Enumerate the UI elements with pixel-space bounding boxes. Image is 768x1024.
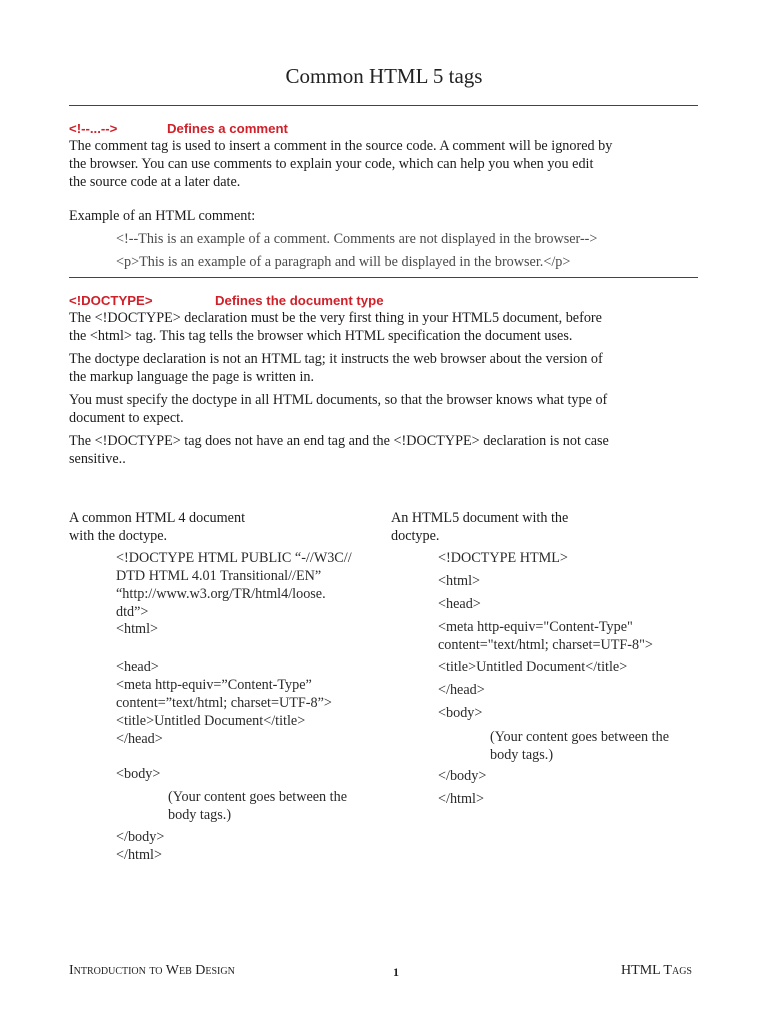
divider-top (69, 105, 698, 106)
html5-body-open: <body> (438, 705, 483, 721)
doctype-paragraphs (69, 309, 614, 468)
html4-body-open: <body> (116, 766, 161, 782)
html5-html-close: </html> (438, 791, 484, 807)
html5-heading-line: doctype. (391, 528, 440, 544)
html5-head-open: <head> (438, 596, 481, 612)
html5-head-close: </head> (438, 682, 485, 698)
doctype-description: Defines the document type (215, 293, 384, 308)
doctype-paragraph: The <!DOCTYPE> declaration must be the very first thing in your HTML5 document, before the <html> tag. This tag tells the browser which HTML specification the document uses. (69, 310, 602, 344)
html5-doctype: <!DOCTYPE HTML> (438, 550, 568, 566)
doctype-paragraph: The doctype declaration is not an HTML tag; it instructs the web browser about the version of the markup language the page is written in. (69, 351, 603, 385)
doctype-paragraph: The <!DOCTYPE> tag does not have an end tag and the <!DOCTYPE> declaration is not case sensitive.. (69, 433, 609, 467)
comment-body: The comment tag is used to insert a comment in the source code. A comment will be ignored by the browser. You can use comments to explain your code, which can help you when you edit the source code at a later date. (69, 138, 613, 190)
html5-content-note: (Your content goes between the body tags.) (490, 729, 670, 763)
html5-body-close: </body> (438, 768, 487, 784)
html5-heading (391, 509, 568, 545)
html5-meta: <meta http-equiv="Content-Type" content="text/html; charset=UTF-8"> (438, 619, 653, 653)
footer-section-title: HTML Tags (621, 963, 692, 978)
divider-middle (69, 277, 698, 278)
html4-head-block: <head> <meta http-equiv=”Content-Type” content=”text/html; charset=UTF-8”> <title>Untitled Document</title> </head> (116, 659, 332, 747)
comment-example-label: Example of an HTML comment: (69, 208, 256, 224)
doctype-tag: <!DOCTYPE> (69, 293, 153, 308)
doctype-paragraph: You must specify the doctype in all HTML documents, so that the browser knows what type of document to expect. (69, 392, 608, 426)
comment-tag: <!--...--> (69, 121, 118, 136)
html4-heading-line: with the doctype. (69, 528, 168, 544)
page-title: Common HTML 5 tags (285, 64, 483, 88)
footer-page-number: 1 (393, 965, 399, 979)
html5-heading-line: An HTML5 document with the (391, 510, 569, 526)
html4-heading (69, 509, 245, 545)
html5-title: <title>Untitled Document</title> (438, 659, 628, 675)
html4-content-note: (Your content goes between the body tags.) (168, 789, 348, 823)
footer-course-title: Introduction to Web Design (69, 963, 235, 978)
comment-description: Defines a comment (167, 121, 288, 136)
doctype-section-heading (69, 293, 469, 309)
html4-doctype-code: <!DOCTYPE HTML PUBLIC “-//W3C// DTD HTML 4.01 Transitional//EN” “http://www.w3.org/TR/html4/loose. dtd”> (116, 550, 352, 620)
comment-example-line: <!--This is an example of a comment. Comments are not displayed in the browser--> (116, 231, 598, 247)
html4-closing-tags: </body> </html> (116, 829, 165, 863)
html4-heading-line: A common HTML 4 document (69, 510, 246, 526)
comment-section-heading (69, 121, 469, 137)
html5-html-open: <html> (438, 573, 481, 589)
paragraph-example-line: <p>This is an example of a paragraph and will be displayed in the browser.</p> (116, 254, 571, 270)
html4-html-open: <html> (116, 621, 159, 637)
